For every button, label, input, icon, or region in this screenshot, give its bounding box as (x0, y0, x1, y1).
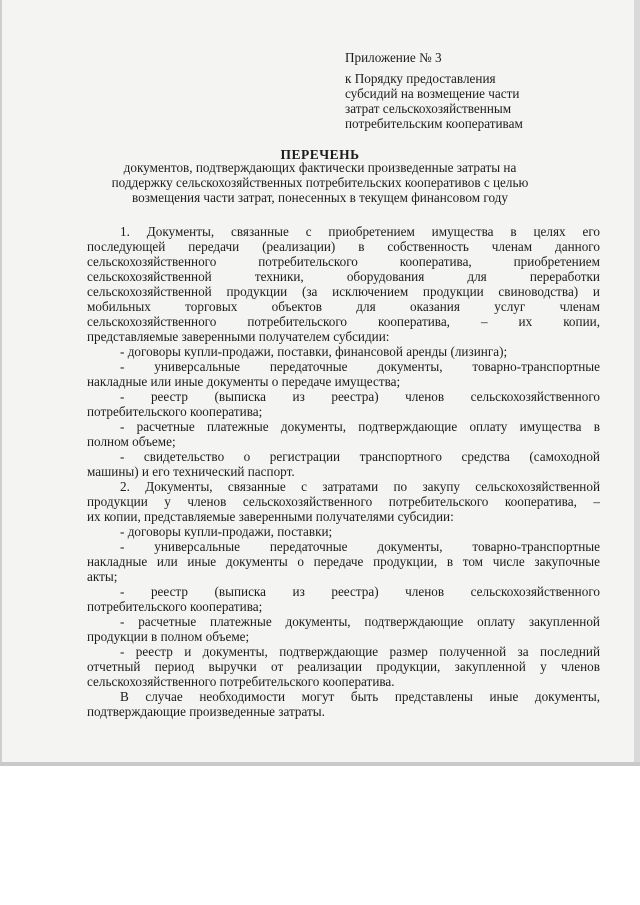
body-line: сельскохозяйственного потребительского кооператива, приобретением (87, 254, 600, 269)
section-1-heading-line: 1. Документы, связанные с приобретением имущества в целях его (120, 224, 600, 239)
body-line: накладные или иные документы о передаче продукции, в том числе закупочные (87, 554, 600, 569)
body-line: их копии, представляемые заверенными получателями субсидии: (87, 509, 454, 524)
list-item: - универсальные передаточные документы, товарно-транспортные (120, 539, 600, 554)
subtitle-line: возмещения части затрат, понесенных в текущем финансовом году (132, 190, 508, 205)
body-line: продукции у членов сельскохозяйственного потребительского кооператива, – (87, 494, 600, 509)
body-line: машины) и его технический паспорт. (87, 464, 295, 479)
closing-line: В случае необходимости могут быть представлены иные документы, (120, 689, 600, 704)
appendix-line: субсидий на возмещение части (345, 86, 520, 101)
list-item: - реестр (выписка из реестра) членов сельскохозяйственного (120, 389, 600, 404)
section-2-heading-line: 2. Документы, связанные с затратами по закупу сельскохозяйственной (120, 479, 600, 494)
body-line: накладные или иные документы о передаче имущества; (87, 374, 401, 389)
body-line: отчетный период выручки от реализации продукции, закупленной у членов (87, 659, 600, 674)
document-body (87, 224, 600, 719)
list-item: - договоры купли-продажи, поставки, финансовой аренды (лизинга); (120, 344, 508, 359)
document-subtitle (80, 160, 560, 205)
list-item: - договоры купли-продажи, поставки; (120, 524, 333, 539)
appendix-line: затрат сельскохозяйственным (345, 101, 512, 116)
body-line: акты; (87, 569, 118, 584)
appendix-line: потребительским кооперативам (345, 116, 523, 131)
appendix-line: к Порядку предоставления (345, 71, 496, 86)
body-line: продукции в полном объеме; (87, 629, 250, 644)
body-line: последующей передачи (реализации) в собственность членам данного (87, 239, 600, 254)
list-item: - реестр и документы, подтверждающие размер полученной за последний (120, 644, 600, 659)
closing-line: подтверждающие произведенные затраты. (87, 704, 325, 719)
list-item: - свидетельство о регистрации транспортного средства (самоходной (120, 449, 600, 464)
body-line: потребительского кооператива; (87, 599, 263, 614)
list-item: - реестр (выписка из реестра) членов сельскохозяйственного (120, 584, 600, 599)
scan-edge-right (634, 0, 640, 766)
body-line: полном объеме; (87, 434, 176, 449)
body-line: сельскохозяйственной техники, оборудования для переработки (87, 269, 600, 284)
subtitle-line: документов, подтверждающих фактически произведенные затраты на (123, 160, 517, 175)
list-item: - универсальные передаточные документы, товарно-транспортные (120, 359, 600, 374)
list-item: - расчетные платежные документы, подтверждающие оплату закупленной (120, 614, 600, 629)
subtitle-line: поддержку сельскохозяйственных потребительских кооперативов с целью (111, 175, 529, 190)
body-line: представляемые заверенными получателем субсидии: (87, 329, 390, 344)
list-item: - расчетные платежные документы, подтверждающие оплату имущества в (120, 419, 600, 434)
appendix-header (345, 50, 605, 131)
body-line: потребительского кооператива; (87, 404, 263, 419)
body-line: сельскохозяйственной продукции (за исключением продукции свиноводства) и (87, 284, 600, 299)
body-line: сельскохозяйственного потребительского кооператива, – их копии, (87, 314, 600, 329)
scan-edge-left (0, 0, 2, 766)
scan-bottom-edge (0, 762, 640, 766)
body-line: мобильных торговых объектов для оказания услуг членам (87, 299, 600, 314)
body-line: сельскохозяйственного потребительского кооператива. (87, 674, 395, 689)
document-title: ПЕРЕЧЕНЬ (280, 147, 360, 162)
appendix-title: Приложение № 3 (345, 50, 442, 65)
